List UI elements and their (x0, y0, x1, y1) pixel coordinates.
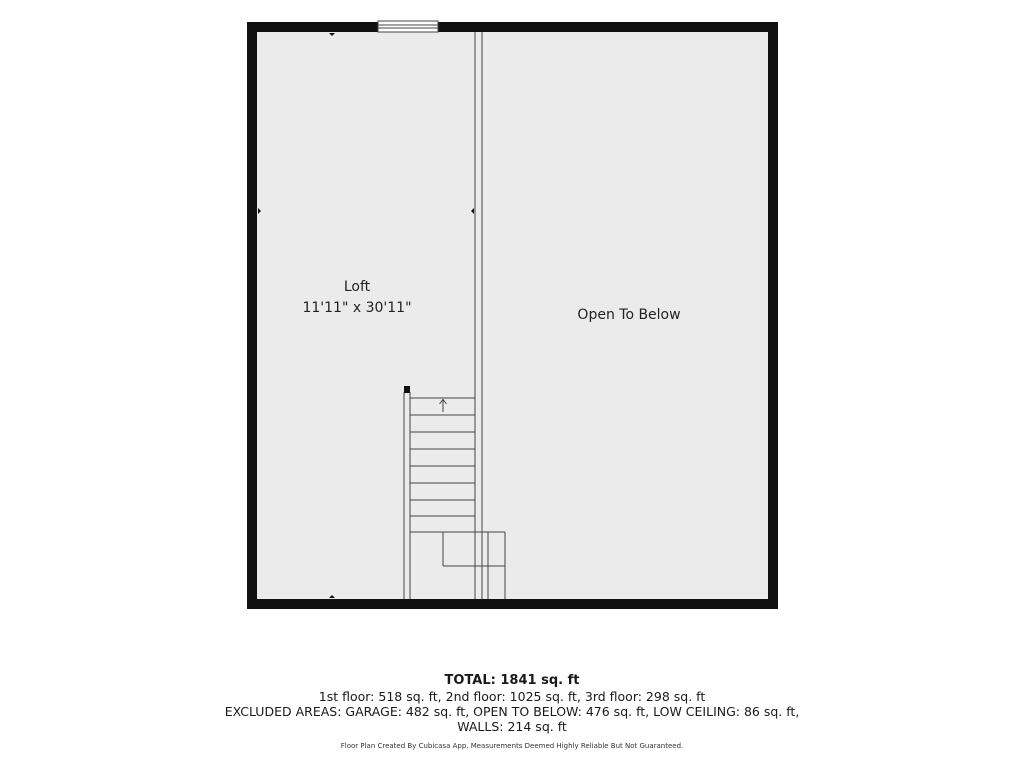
excluded-areas: EXCLUDED AREAS: GARAGE: 482 sq. ft, OPEN TO BELOW: 476 sq. ft, LOW CEILING: 86 sq. ft, (224, 704, 800, 719)
room-name-open-to-below: Open To Below (577, 307, 681, 323)
window (378, 21, 438, 32)
room-name-loft: Loft (343, 279, 371, 295)
total-area: TOTAL: 1841 sq. ft (444, 673, 580, 688)
walls-area: WALLS: 214 sq. ft (457, 719, 567, 734)
stair-post (404, 386, 410, 393)
disclaimer-credit: Floor Plan Created By Cubicasa App. Measurements Deemed Highly Reliable But Not Guaranteed. (340, 742, 684, 750)
floor-areas: 1st floor: 518 sq. ft, 2nd floor: 1025 sq. ft, 3rd floor: 298 sq. ft (318, 689, 706, 704)
room-dimensions-loft: 11'11" x 30'11" (302, 300, 412, 316)
